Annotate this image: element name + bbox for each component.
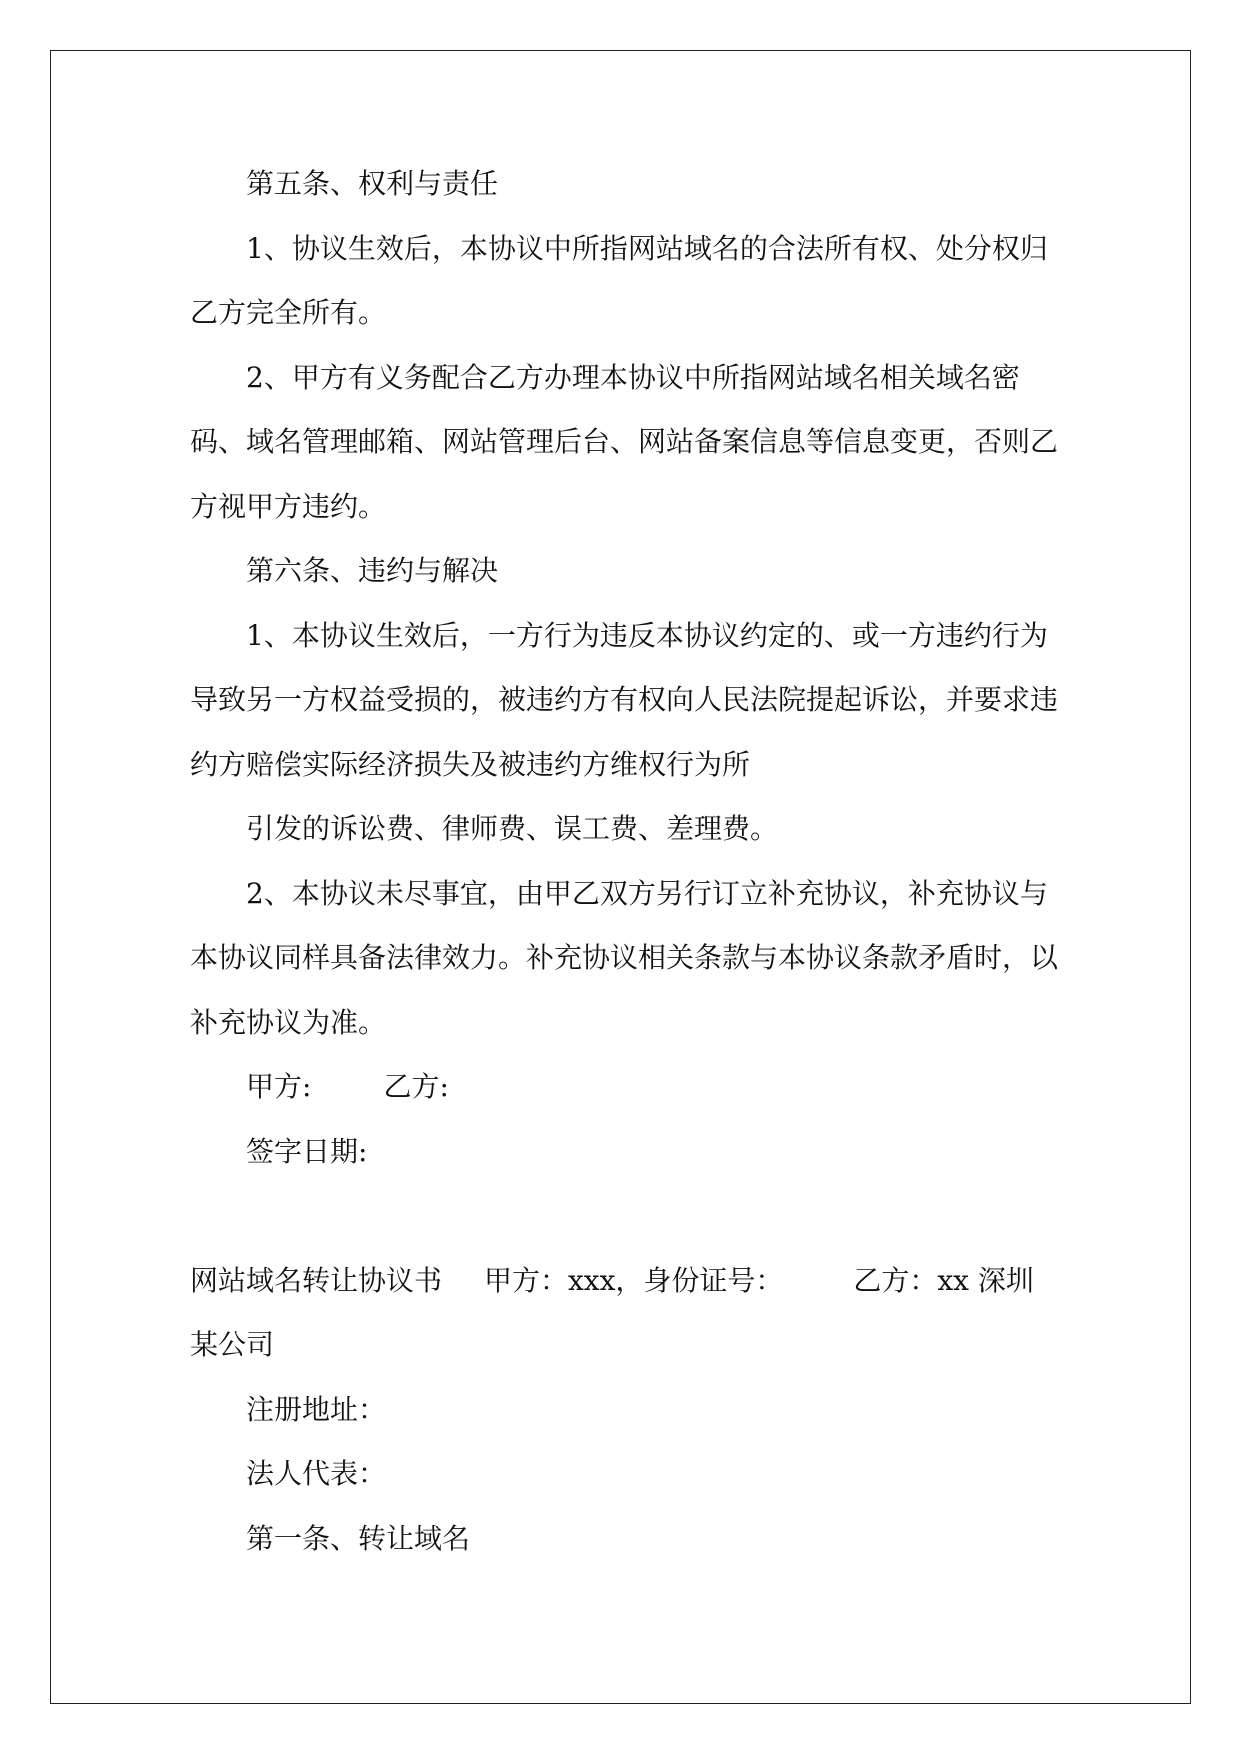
registered-address-label: 注册地址： [246, 1392, 387, 1426]
article-6-clause-2: 2、本协议未尽事宜，由甲乙双方另行订立补充协议，补充协议与本协议同样具备法律效力。补充协议相关条款与本协议条款矛盾时，以补充协议为准。 [190, 876, 1059, 1039]
article-6-title: 第六条、违约与解决 [246, 554, 499, 587]
article-5-title: 第五条、权利与责任 [246, 167, 499, 200]
signature-parties-line [190, 1055, 1070, 1120]
header-party-a: 甲方：xxx，身份证号： [484, 1263, 784, 1297]
header-party-b: 乙方：xx 深圳 [853, 1263, 1034, 1297]
legal-representative-label: 法人代表： [246, 1457, 387, 1490]
section-spacer [190, 1184, 1070, 1249]
header-company: 某公司 [190, 1328, 275, 1361]
party-a-label: 甲方: [246, 1070, 312, 1103]
article-6-clause-1-continued: 引发的诉讼费、律师费、误工费、差理费。 [246, 812, 779, 845]
article-1-title: 第一条、转让域名 [246, 1521, 471, 1555]
sign-date-label: 签字日期: [246, 1134, 368, 1168]
article-6-clause-1: 1、本协议生效后，一方行为违反本协议约定的、或一方违约行为导致另一方权益受损的，被违约方有权向人民法院提起诉讼，并要求违约方赔偿实际经济损失及被违约方维权行为所 [190, 618, 1059, 781]
agreement-title: 网站域名转让协议书 [190, 1263, 443, 1297]
article-5-clause-1: 1、协议生效后，本协议中所指网站域名的合法所有权、处分权归乙方完全所有。 [190, 231, 1048, 329]
party-b-label: 乙方: [383, 1070, 449, 1103]
article-5-clause-2: 2、甲方有义务配合乙方办理本协议中所指网站域名相关域名密码、域名管理邮箱、网站管理后台、网站备案信息等信息变更，否则乙方视甲方违约。 [190, 360, 1059, 523]
agreement-header-line [190, 1249, 1070, 1314]
document-body [190, 152, 1070, 1571]
